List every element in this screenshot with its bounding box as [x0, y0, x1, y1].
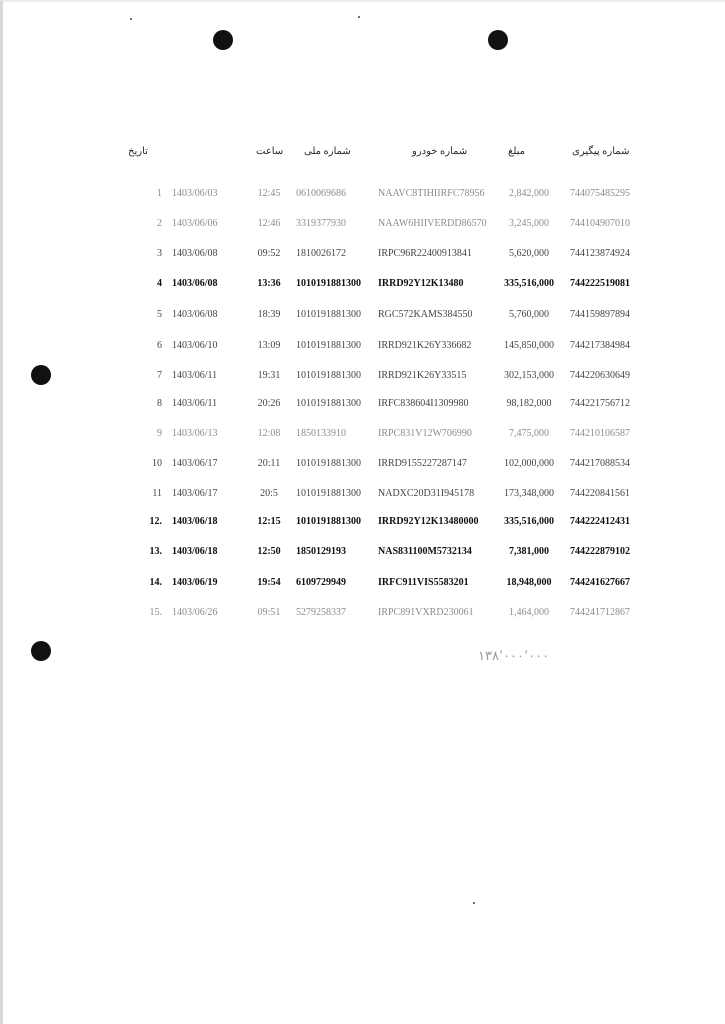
row-tracking: 744241627667: [570, 577, 630, 588]
row-phone: 3319377930: [296, 218, 346, 229]
row-index: 6: [157, 340, 162, 351]
header-time: ساعت: [256, 146, 284, 157]
table-row: [0, 516, 725, 536]
row-plate: IRRD921K26Y336682: [378, 340, 472, 351]
row-phone: 1010191881300: [296, 516, 361, 527]
table-row: [0, 577, 725, 597]
row-date: 1403/06/08: [172, 248, 218, 259]
punch-hole-top-left: [213, 30, 233, 50]
row-amount: 3,245,000: [509, 218, 549, 229]
punch-hole-left-lower: [31, 641, 51, 661]
row-date: 1403/06/10: [172, 340, 218, 351]
header-date: تاریخ: [128, 146, 148, 157]
row-time: 18:39: [257, 309, 281, 320]
row-index: 15.: [149, 607, 162, 618]
scan-speck: [473, 902, 475, 904]
row-date: 1403/06/08: [172, 309, 218, 320]
row-amount: 98,182,000: [506, 398, 552, 409]
row-index: 8: [157, 398, 162, 409]
row-phone: 1810026172: [296, 248, 346, 259]
table-row: [0, 218, 725, 238]
row-time: 20:5: [260, 488, 278, 499]
row-amount: 18,948,000: [506, 577, 552, 588]
row-index: 2: [157, 218, 162, 229]
row-amount: 7,475,000: [509, 428, 549, 439]
row-date: 1403/06/17: [172, 488, 218, 499]
row-phone: 1010191881300: [296, 309, 361, 320]
header-phone: شماره ملی: [304, 146, 351, 157]
table-row: [0, 546, 725, 566]
row-index: 3: [157, 248, 162, 259]
row-time: 12:50: [257, 546, 281, 557]
row-tracking: 744159897894: [570, 309, 630, 320]
row-index: 13.: [149, 546, 162, 557]
row-time: 19:54: [257, 577, 281, 588]
row-phone: 1010191881300: [296, 458, 361, 469]
scan-speck: [358, 16, 360, 18]
table-row: [0, 458, 725, 478]
row-plate: IRPC831V12W706990: [378, 428, 472, 439]
row-date: 1403/06/06: [172, 218, 218, 229]
table-row: [0, 398, 725, 418]
row-index: 9: [157, 428, 162, 439]
row-date: 1403/06/11: [172, 398, 218, 409]
row-plate: NAAVC8TIHIIRFC78956: [378, 188, 485, 199]
punch-hole-top-right: [488, 30, 508, 50]
row-time: 12:08: [257, 428, 281, 439]
row-index: 4: [157, 278, 162, 289]
row-date: 1403/06/11: [172, 370, 218, 381]
row-tracking: 744241712867: [570, 607, 630, 618]
table-row: [0, 309, 725, 329]
row-tracking: 744217088534: [570, 458, 630, 469]
row-time: 13:09: [257, 340, 281, 351]
row-date: 1403/06/19: [172, 577, 218, 588]
row-tracking: 744217384984: [570, 340, 630, 351]
row-amount: 2,842,000: [509, 188, 549, 199]
row-time: 09:52: [257, 248, 281, 259]
row-date: 1403/06/08: [172, 278, 218, 289]
row-amount: 302,153,000: [504, 370, 554, 381]
row-date: 1403/06/03: [172, 188, 218, 199]
row-tracking: 744104907010: [570, 218, 630, 229]
table-row: [0, 188, 725, 208]
row-tracking: 744210106587: [570, 428, 630, 439]
row-index: 11: [152, 488, 162, 499]
row-plate: IRFC838604I1309980: [378, 398, 469, 409]
table-row: [0, 428, 725, 448]
row-phone: 1010191881300: [296, 278, 361, 289]
table-row: [0, 340, 725, 360]
row-plate: IRRD9155227287147: [378, 458, 467, 469]
row-amount: 145,850,000: [504, 340, 554, 351]
row-index: 1: [157, 188, 162, 199]
row-index: 12.: [149, 516, 162, 527]
row-phone: 6109729949: [296, 577, 346, 588]
row-plate: IRRD92Y12K13480: [378, 278, 464, 289]
row-plate: IRPC891VXRD230061: [378, 607, 474, 618]
row-amount: 335,516,000: [504, 278, 554, 289]
row-time: 20:26: [257, 398, 281, 409]
row-time: 20:11: [257, 458, 281, 469]
row-plate: RGC572KAMS384550: [378, 309, 473, 320]
row-amount: 102,000,000: [504, 458, 554, 469]
row-tracking: 744221756712: [570, 398, 630, 409]
row-tracking: 744075485295: [570, 188, 630, 199]
row-amount: 5,760,000: [509, 309, 549, 320]
row-index: 5: [157, 309, 162, 320]
row-tracking: 744220630649: [570, 370, 630, 381]
header-plate: شماره خودرو: [412, 146, 468, 157]
table-row: [0, 488, 725, 508]
row-tracking: 744222412431: [570, 516, 630, 527]
row-plate: NADXC20D31I945178: [378, 488, 475, 499]
header-amount: مبلغ: [508, 146, 526, 157]
row-plate: IRFC911VIS5583201: [378, 577, 469, 588]
table-row: [0, 370, 725, 390]
row-date: 1403/06/17: [172, 458, 218, 469]
row-time: 19:31: [257, 370, 281, 381]
row-tracking: 744222879102: [570, 546, 630, 557]
row-phone: 1850129193: [296, 546, 346, 557]
row-phone: 1010191881300: [296, 370, 361, 381]
row-date: 1403/06/26: [172, 607, 218, 618]
row-time: 13:36: [257, 278, 281, 289]
header-tracking: شماره پیگیری: [572, 146, 630, 157]
row-tracking: 744220841561: [570, 488, 630, 499]
row-amount: 335,516,000: [504, 516, 554, 527]
row-index: 10: [152, 458, 162, 469]
row-phone: 1010191881300: [296, 398, 361, 409]
row-time: 09:51: [257, 607, 281, 618]
row-date: 1403/06/18: [172, 516, 218, 527]
scan-speck: [130, 18, 132, 20]
row-phone: 5279258337: [296, 607, 346, 618]
handwritten-total-note: ۱۳۸٬۰۰۰٬۰۰۰: [478, 648, 550, 663]
row-index: 14.: [149, 577, 162, 588]
row-tracking: 744123874924: [570, 248, 630, 259]
row-date: 1403/06/13: [172, 428, 218, 439]
row-date: 1403/06/18: [172, 546, 218, 557]
row-phone: 1850133910: [296, 428, 346, 439]
row-index: 7: [157, 370, 162, 381]
row-time: 12:15: [257, 516, 281, 527]
row-phone: 0610069686: [296, 188, 346, 199]
row-plate: IRRD92Y12K13480000: [378, 516, 479, 527]
row-amount: 7,381,000: [509, 546, 549, 557]
row-time: 12:45: [257, 188, 281, 199]
row-amount: 173,348,000: [504, 488, 554, 499]
table-row: [0, 278, 725, 298]
row-plate: NAS831100M5732134: [378, 546, 472, 557]
row-tracking: 744222519081: [570, 278, 630, 289]
row-phone: 1010191881300: [296, 340, 361, 351]
row-amount: 1,464,000: [509, 607, 549, 618]
row-plate: IRPC96R22400913841: [378, 248, 472, 259]
row-plate: IRRD921K26Y33515: [378, 370, 467, 381]
row-time: 12:46: [257, 218, 281, 229]
table-row: [0, 607, 725, 627]
table-row: [0, 248, 725, 268]
row-phone: 1010191881300: [296, 488, 361, 499]
row-plate: NAAW6HIIVERDD86570: [378, 218, 487, 229]
row-amount: 5,620,000: [509, 248, 549, 259]
